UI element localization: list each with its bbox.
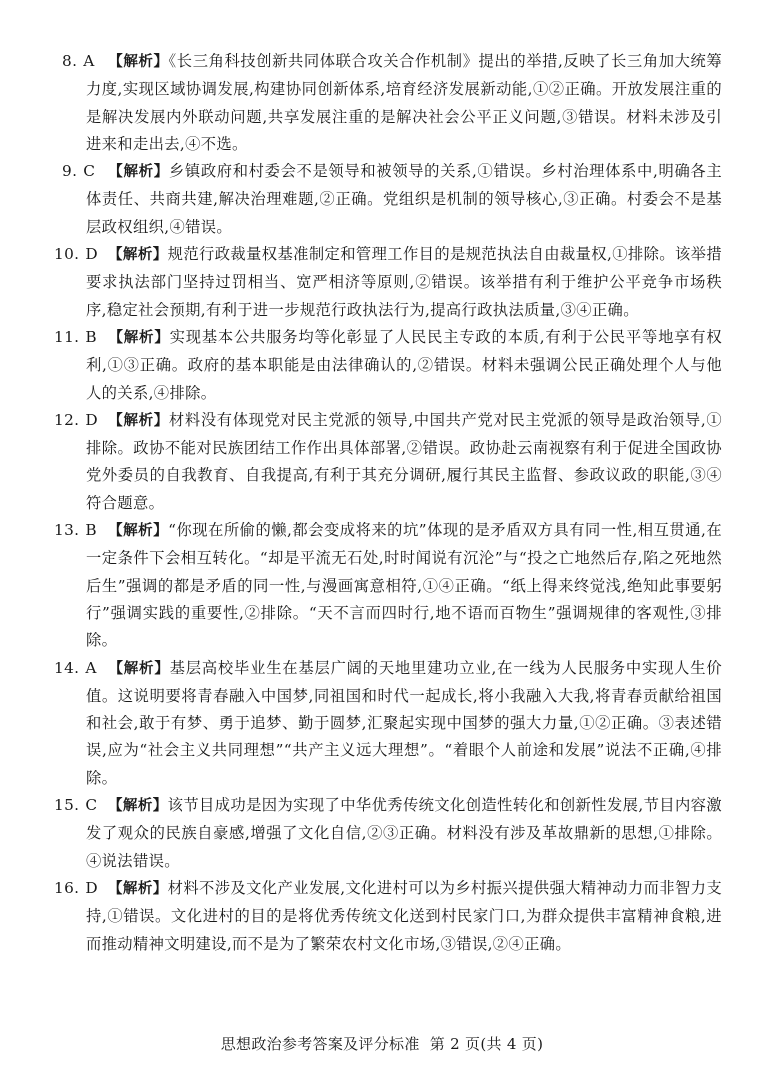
question-head <box>54 517 97 544</box>
answer-item-11 <box>54 324 722 407</box>
analysis-label: 【解析】 <box>108 660 170 677</box>
question-number: 12. <box>54 410 80 429</box>
question-head <box>62 48 95 75</box>
answer-letter: D <box>85 878 99 897</box>
answer-item-13 <box>54 517 723 654</box>
analysis-label: 【解析】 <box>108 54 169 70</box>
answer-item-16 <box>54 875 722 958</box>
question-head <box>62 158 95 185</box>
answer-item-14 <box>54 655 722 792</box>
answer-item-10 <box>54 241 722 324</box>
footer-title: 思想政治参考答案及评分标准 <box>220 1035 420 1053</box>
answer-letter: C <box>83 162 96 181</box>
question-head <box>54 792 97 819</box>
question-number: 8. <box>62 52 78 70</box>
answer-letter: D <box>85 410 99 429</box>
analysis-label: 【解析】 <box>108 164 169 181</box>
analysis-text: 该节目成功是因为实现了中华优秀传统文化创造性转化和创新性发展,节目内容激发了观众的民族自豪感,增强了文化自信,②③正确。材料没有涉及革故鼎新的思想,①排除。④说法错误。 <box>86 796 722 870</box>
answer-item-15 <box>54 792 722 875</box>
answer-letter: D <box>85 245 99 264</box>
analysis-label: 【解析】 <box>108 798 168 815</box>
analysis-text: 材料没有体现党对民主党派的领导,中国共产党对民主党派的领导是政治领导,①排除。政协不能对民族团结工作作出具体部署,②错误。政协赴云南视察有利于促进全国政协党外委员的自我教育、自我提高,有利于其充分调研,履行其民主监督、参政议政的职能,③④符合题意。 <box>86 410 722 512</box>
question-head <box>54 407 98 434</box>
analysis-text: “你现在所偷的懒,都会变成将来的坑”体现的是矛盾双方具有同一性,相互贯通,在一定条件下会相互转化。“却是平流无石处,时时闻说有沉沦”与“投之亡地然后存,陷之死地然后生”强调的都是矛盾的同一性,与漫画寓意相符,①④正确。“纸上得来终觉浅,绝知此事要躬行”强调实践的重要性,②排除。“天不言而四时行,地不语而百物生”强调规律的客观性,③排除。 <box>86 521 723 650</box>
answer-item-12 <box>54 407 722 517</box>
question-number: 10. <box>54 245 80 264</box>
question-head <box>54 324 97 351</box>
analysis-label: 【解析】 <box>108 329 170 346</box>
analysis-label: 【解析】 <box>108 880 168 897</box>
question-number: 9. <box>62 162 78 181</box>
answer-letter: B <box>85 521 97 540</box>
analysis-text: 基层高校毕业生在基层广阔的天地里建功立业,在一线为人民服务中实现人生价值。这说明要将青春融入中国梦,同祖国和时代一起成长,将小我融入大我,将青春贡献给祖国和社会,敢于有梦、勇于追梦、勤于圆梦,汇聚起实现中国梦的强大力量,①②正确。③表述错误,应为“社会主义共同理想”“共产主义远大理想”。“着眼个人前途和发展”说法不正确,④排除。 <box>86 658 722 787</box>
question-head <box>54 875 98 902</box>
footer-page-number: 第 2 页(共 4 页) <box>429 1035 544 1053</box>
analysis-label: 【解析】 <box>108 412 169 429</box>
answer-item-8 <box>62 48 722 158</box>
question-number: 14. <box>54 658 80 677</box>
analysis-text: 材料不涉及文化产业发展,文化进村可以为乡村振兴提供强大精神动力而非智力支持,①错误。文化进村的目的是将优秀传统文化送到村民家门口,为群众提供丰富精神食粮,进而推动精神文明建设,而不是为了繁荣农村文化市场,③错误,②④正确。 <box>86 878 722 953</box>
answer-letter: C <box>85 796 98 815</box>
analysis-text: 规范行政裁量权基准制定和管理工作目的是规范执法自由裁量权,①排除。该举措要求执法部门坚持过罚相当、宽严相济等原则,②错误。该举措有利于维护公平竞争市场秩序,稳定社会预期,有利于进一步规范行政执法行为,提高行政执法质量,③④正确。 <box>86 245 722 319</box>
question-head <box>54 241 98 268</box>
analysis-text: 实现基本公共服务均等化彰显了人民民主专政的本质,有利于公民平等地享有权利,①③正确。政府的基本职能是由法律确认的,②错误。材料未强调公民正确处理个人与他人的关系,④排除。 <box>86 327 722 402</box>
question-number: 13. <box>54 521 80 540</box>
question-number: 16. <box>54 878 80 897</box>
page-footer <box>0 1033 764 1054</box>
answer-list <box>54 48 723 958</box>
answer-letter: B <box>85 327 97 346</box>
answer-item-9 <box>62 158 722 241</box>
analysis-label: 【解析】 <box>108 247 168 264</box>
question-number: 15. <box>54 796 80 815</box>
analysis-label: 【解析】 <box>108 523 169 540</box>
question-number: 11. <box>54 327 80 346</box>
analysis-text: 《长三角科技创新共同体联合攻关合作机制》提出的举措,反映了长三角加大统筹力度,实现区域协调发展,构建协同创新体系,培育经济发展新动能,①②正确。开放发展注重的是解决发展内外联动问题,共享发展注重的是解决社会公平正义问题,③错误。材料未涉及引进来和走出去,④不选。 <box>86 52 722 153</box>
analysis-text: 乡镇政府和村委会不是领导和被领导的关系,①错误。乡村治理体系中,明确各主体责任、共商共建,解决治理难题,②正确。党组织是机制的领导核心,③正确。村委会不是基层政权组织,④错误。 <box>86 162 722 236</box>
question-head <box>54 655 97 682</box>
answer-letter: A <box>85 658 97 677</box>
answer-letter: A <box>83 52 95 70</box>
